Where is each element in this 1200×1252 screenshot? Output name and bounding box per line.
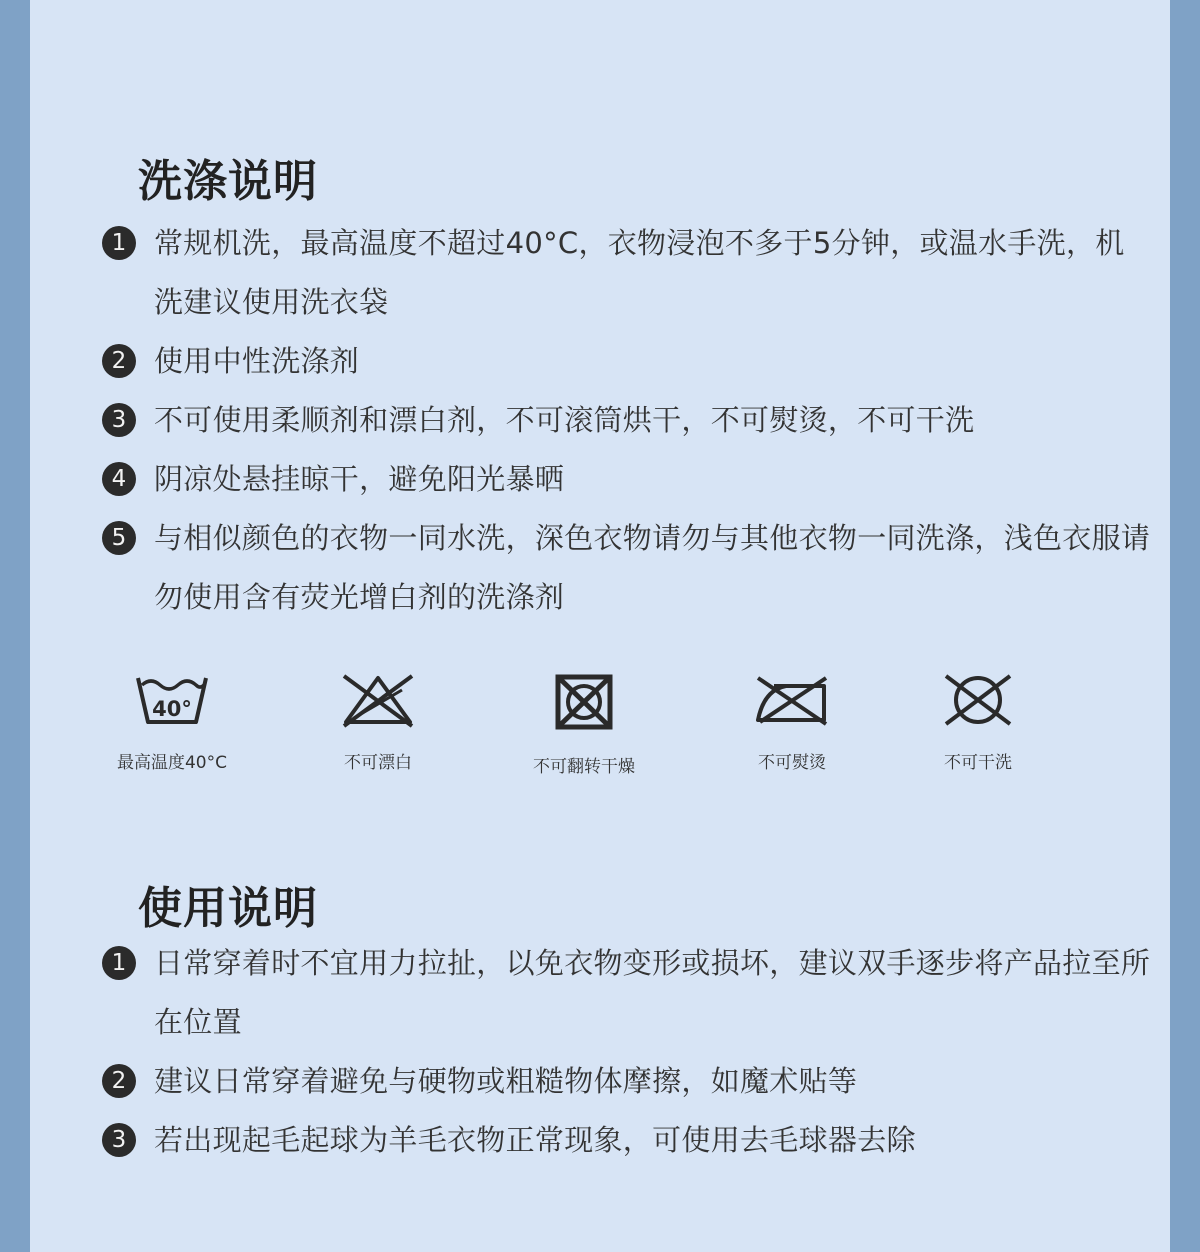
number-badge: 4: [102, 462, 136, 496]
list-item: [102, 391, 1162, 450]
content-panel: [30, 0, 1170, 1252]
wash-40-icon: [134, 672, 210, 728]
care-symbol-label: 不可漂白: [344, 753, 412, 773]
number-badge: 3: [102, 403, 136, 437]
list-item-text: 阴凉处悬挂晾干，避免阳光暴晒: [154, 462, 565, 496]
care-symbol-label: 不可翻转干燥: [533, 757, 635, 777]
list-item-text: 使用中性洗涤剂: [154, 344, 360, 378]
care-symbol-no-tumble-dry: [484, 672, 684, 777]
wash-instructions-title: 洗涤说明: [138, 156, 318, 207]
no-dry-clean-icon: [940, 672, 1016, 728]
care-symbol-no-bleach: [278, 672, 478, 773]
list-item: [102, 1052, 1162, 1111]
usage-instructions-title: 使用说明: [138, 883, 318, 934]
list-item: [102, 1111, 1162, 1170]
list-item: [102, 450, 1162, 509]
number-badge: 3: [102, 1123, 136, 1157]
list-item-text: 常规机洗，最高温度不超过40°C，衣物浸泡不多于5分钟，或温水手洗，机洗建议使用洗衣袋: [154, 226, 1125, 319]
list-item-text: 不可使用柔顺剂和漂白剂，不可滚筒烘干，不可熨烫，不可干洗: [154, 403, 975, 437]
list-item: [102, 214, 1162, 332]
no-iron-icon: [754, 672, 830, 728]
list-item-text: 建议日常穿着避免与硬物或粗糙物体摩擦，如魔术贴等: [154, 1064, 858, 1098]
care-symbol-no-iron: [692, 672, 892, 773]
care-symbol-no-dry-clean: [878, 672, 1078, 773]
care-symbols: [30, 672, 1170, 782]
number-badge: 1: [102, 226, 136, 260]
wash-temp-mark: 40°: [152, 697, 192, 721]
care-symbol-label: 不可干洗: [944, 753, 1012, 773]
wash-instructions-list: [102, 214, 1162, 627]
usage-instructions-list: [102, 934, 1162, 1170]
care-symbol-label: 最高温度40°C: [116, 753, 227, 773]
care-symbol-label: 不可熨烫: [758, 753, 826, 773]
list-item: [102, 934, 1162, 1052]
number-badge: 2: [102, 1064, 136, 1098]
list-item-text: 若出现起毛起球为羊毛衣物正常现象，可使用去毛球器去除: [154, 1123, 916, 1157]
number-badge: 1: [102, 946, 136, 980]
no-tumble-dry-icon: [546, 672, 622, 732]
number-badge: 2: [102, 344, 136, 378]
no-bleach-icon: [340, 672, 416, 728]
care-symbol-wash-40: [72, 672, 272, 773]
list-item: [102, 332, 1162, 391]
list-item-text: 与相似颜色的衣物一同水洗，深色衣物请勿与其他衣物一同洗涤，浅色衣服请勿使用含有荧光增白剂的洗涤剂: [154, 521, 1151, 614]
list-item: [102, 509, 1162, 627]
list-item-text: 日常穿着时不宜用力拉扯，以免衣物变形或损坏，建议双手逐步将产品拉至所在位置: [154, 946, 1151, 1039]
number-badge: 5: [102, 521, 136, 555]
